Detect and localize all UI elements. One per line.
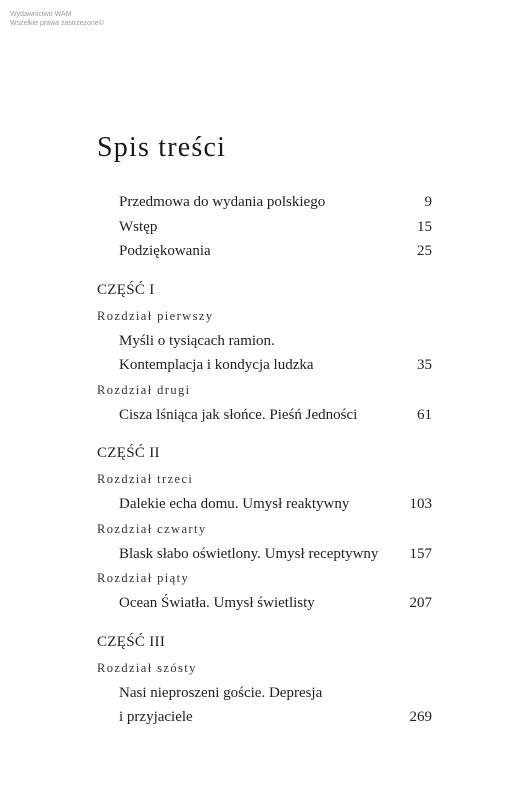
toc-entry-label: Dalekie echa domu. Umysł reaktywny [119, 496, 350, 512]
toc-entry[interactable] [97, 681, 432, 706]
toc-entry-page: 9 [424, 194, 432, 210]
toc-entry-label: i przyjaciele [119, 709, 193, 725]
toc-chapter-heading: Rozdział drugi [97, 382, 191, 397]
toc-entry-page: 61 [417, 406, 432, 423]
toc-entry-page: 269 [409, 709, 432, 725]
toc-entry-label: Myśli o tysiącach ramion. [119, 332, 275, 349]
toc-entry[interactable] [97, 353, 432, 378]
toc-entry-label: Nasi nieproszeni goście. Depresja [119, 684, 323, 701]
toc-entry[interactable] [97, 705, 432, 730]
page-title: Spis treści [97, 132, 227, 163]
toc-entry-acknowledgements[interactable] [97, 239, 432, 264]
toc-chapter-heading: Rozdział czwarty [97, 521, 207, 536]
toc-entry-introduction[interactable] [97, 215, 432, 240]
toc-entry[interactable] [97, 492, 432, 517]
toc-chapter-heading: Rozdział trzeci [97, 472, 194, 486]
toc-entry-page: 103 [409, 496, 432, 512]
toc-entry[interactable] [97, 329, 432, 354]
toc-entry-page: 15 [417, 218, 432, 235]
toc-entry-label: Przedmowa do wydania polskiego [119, 194, 326, 210]
toc-chapter-heading: Rozdział pierwszy [97, 308, 214, 323]
toc-entry-page: 35 [417, 357, 432, 373]
toc-entry-label: Ocean Światła. Umysł świetlisty [119, 595, 315, 611]
toc-entry-label: Cisza lśniąca jak słońce. Pieśń Jedności [119, 406, 358, 423]
toc-entry-label: Kontemplacja i kondycja ludzka [119, 357, 314, 373]
toc-part-heading: CZĘŚĆ III [97, 633, 166, 650]
toc-entry[interactable] [97, 542, 432, 567]
table-of-contents [97, 190, 432, 730]
toc-entry-page: 207 [409, 595, 432, 611]
toc-chapter-heading: Rozdział szósty [97, 660, 197, 675]
toc-entry-preface[interactable] [97, 190, 432, 215]
toc-entry-label: Podziękowania [119, 243, 211, 259]
toc-chapter-heading: Rozdział piąty [97, 571, 190, 585]
toc-entry[interactable] [97, 403, 432, 428]
toc-entry[interactable] [97, 591, 432, 616]
watermark-line-rights: Wszelkie prawa zastrzeżone© [10, 20, 104, 27]
publisher-watermark [10, 10, 104, 28]
toc-entry-page: 25 [417, 243, 432, 259]
watermark-line-publisher: Wydawnictwo WAM [10, 11, 72, 18]
toc-entry-label: Blask słabo oświetlony. Umysł receptywny [119, 545, 379, 562]
toc-entry-page: 157 [409, 545, 432, 562]
toc-part-heading: CZĘŚĆ II [97, 445, 160, 461]
toc-entry-label: Wstęp [119, 218, 158, 235]
toc-part-heading: CZĘŚĆ I [97, 281, 155, 298]
